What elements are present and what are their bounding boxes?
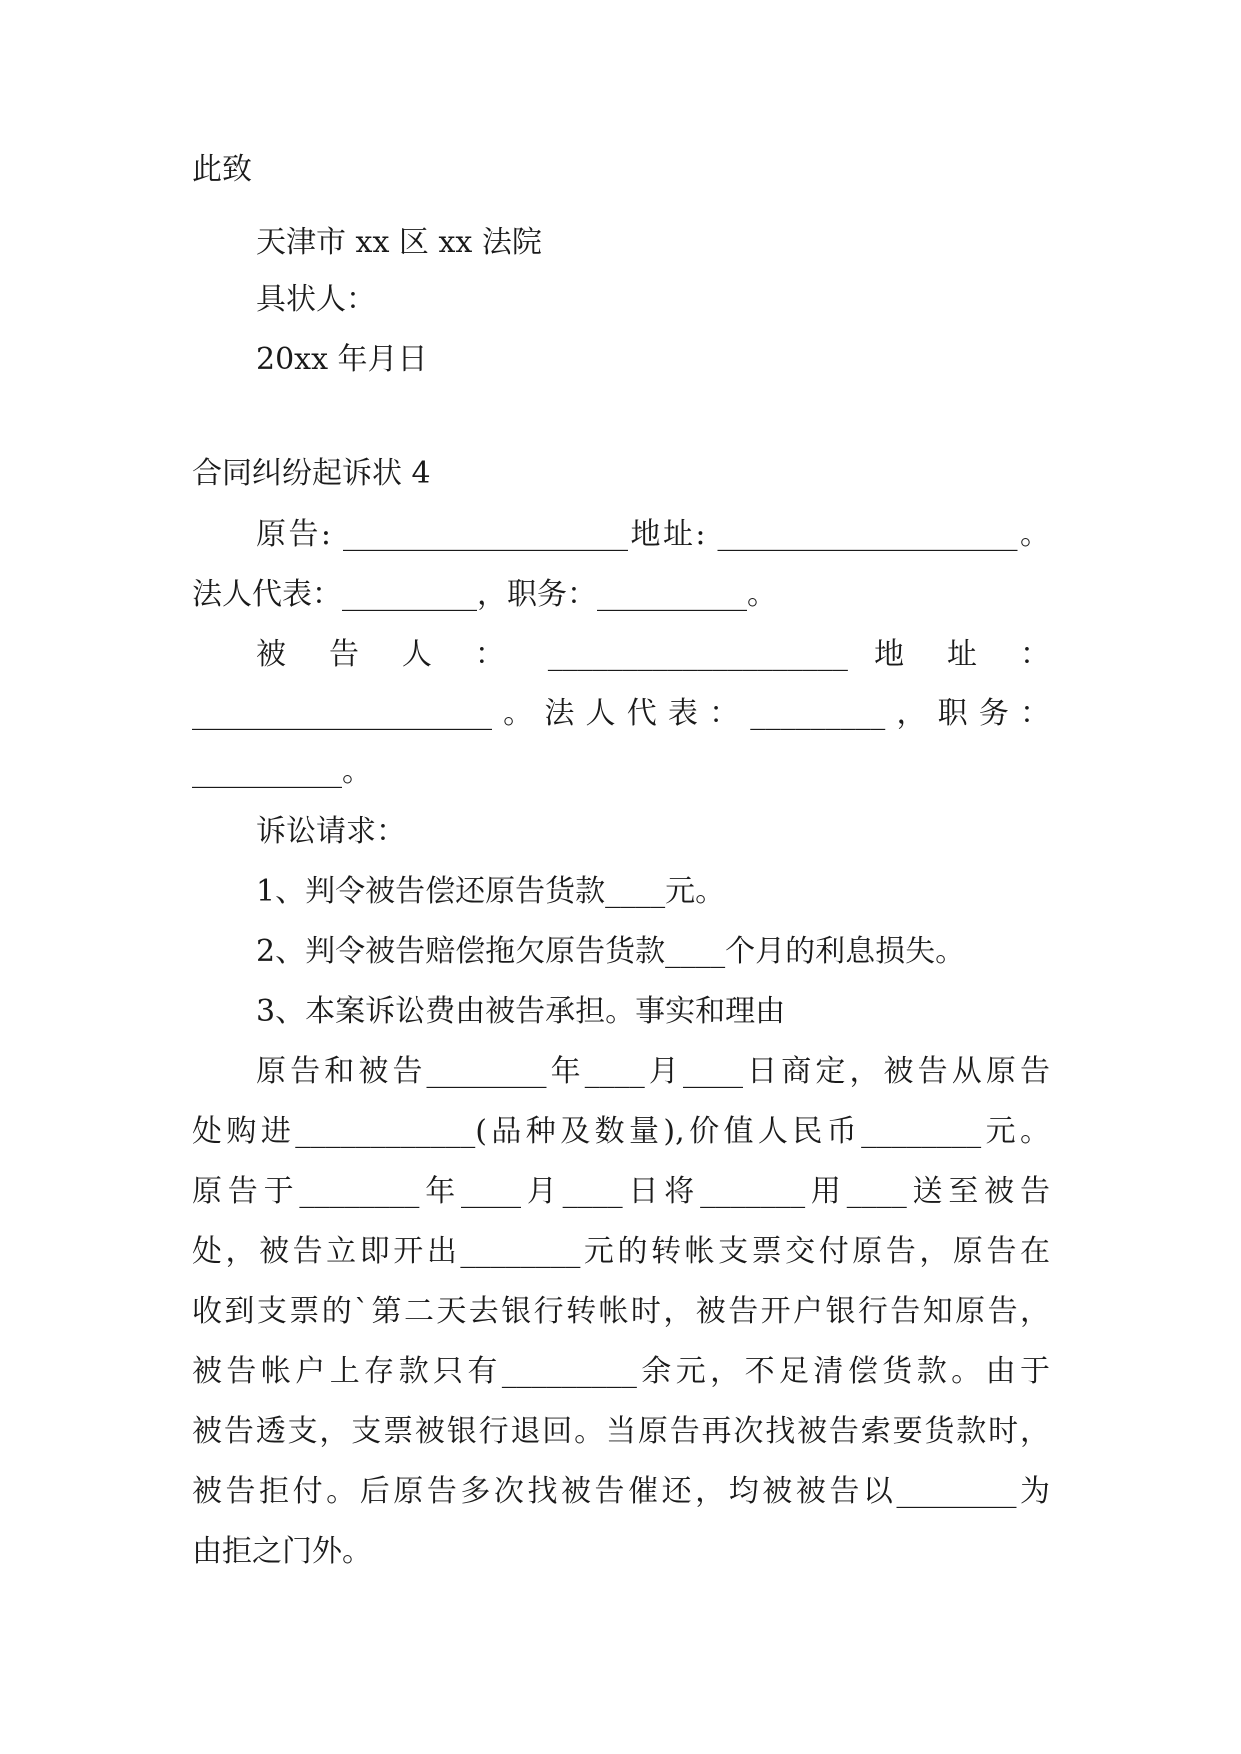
facts-line-3: 原告于________年____月____日将_______用____送至被告 — [192, 1174, 1050, 1209]
claim-item-2: 2、判令被告赔偿拖欠原告货款____个月的利息损失。 — [256, 934, 966, 969]
facts-line-5: 收到支票的`第二天去银行转帐时，被告开户银行告知原告， — [192, 1294, 1050, 1329]
date-line: 20xx 年月日 — [256, 342, 428, 377]
facts-line-6: 被告帐户上存款只有_________余元，不足清偿货款。由于 — [192, 1354, 1050, 1389]
section-title: 合同纠纷起诉状 4 — [192, 456, 431, 491]
plaintiff-rep-line: 法人代表：_________，职务：__________。 — [192, 577, 777, 612]
court-name: 天津市 xx 区 xx 法院 — [256, 225, 542, 260]
claims-heading: 诉讼请求： — [256, 814, 406, 849]
facts-line-1: 原告和被告________年____月____日商定，被告从原告 — [256, 1054, 1050, 1089]
claim-item-3: 3、本案诉讼费由被告承担。事实和理由 — [256, 994, 786, 1029]
defendant-line-1: 被 告 人 ： ____________________ 地 址 ： — [256, 637, 1050, 672]
facts-line-7: 被告透支，支票被银行退回。当原告再次找被告索要货款时， — [192, 1414, 1050, 1449]
facts-line-4: 处，被告立即开出________元的转帐支票交付原告，原告在 — [192, 1234, 1050, 1269]
salutation: 此致 — [192, 152, 252, 187]
facts-line-8: 被告拒付。后原告多次找被告催还，均被被告以________为 — [192, 1474, 1050, 1509]
signer-label: 具状人： — [256, 282, 376, 317]
facts-line-2: 处购进____________(品种及数量),价值人民币________元。 — [192, 1114, 1050, 1149]
claim-item-1: 1、判令被告偿还原告货款____元。 — [256, 874, 726, 909]
facts-line-9: 由拒之门外。 — [192, 1534, 372, 1569]
defendant-line-3: __________。 — [192, 754, 372, 789]
plaintiff-line: 原告: ___________________地址: ____________________。 — [256, 517, 1050, 552]
defendant-line-2: ____________________。法人代表：_________，职务： — [192, 696, 1050, 731]
